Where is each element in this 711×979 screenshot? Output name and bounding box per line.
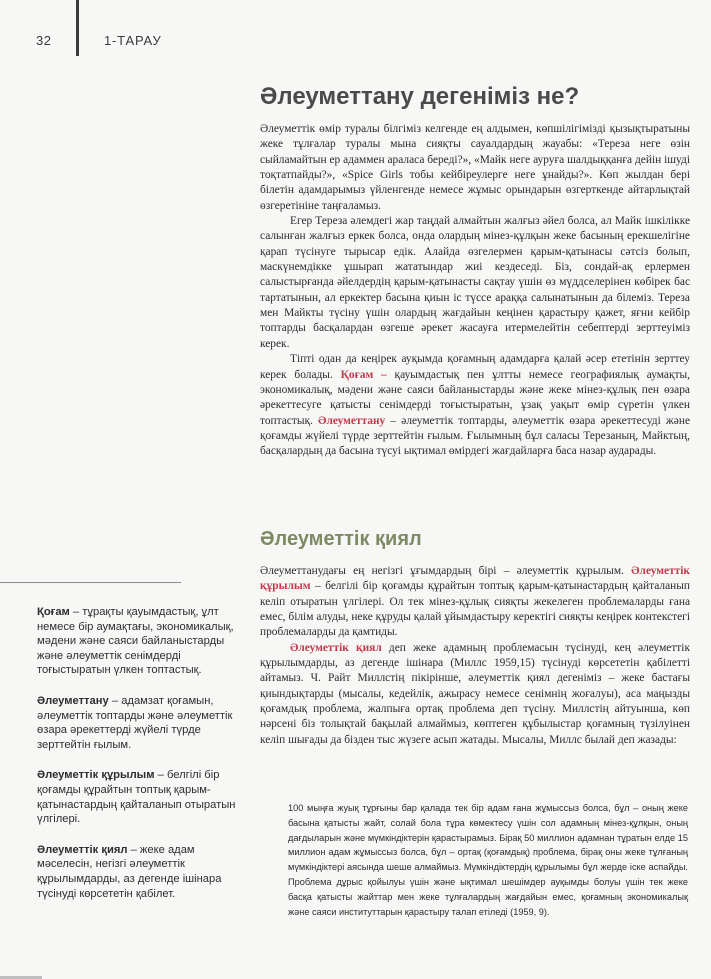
glossary-term: Әлеуметтік қиял [37,843,128,856]
paragraph: Әлеуметтік өмір туралы білгіміз келгенде ең алдымен, көпшілігімізді қызықтыратыны жеке тұлғалар туралы мына сияқты сауалдардың жауабы: «Тереза неге өзін сыйламайтын ер адаммен араласа береді?», «Майк неге ауруға шалдыққанға дейін ішуді тоқтатпайды?», «Spice Girls тобы кейбіреулерге неге ұнайды?». Көп жылдан бері білетін адамдарымыз үйленгенде немесе жұмыс орындарын өзгерткенде айтарлықтай өзгеретініне таңғаламыз. [260,123,690,212]
glossary-definition: – адамзат қоғамын, әлеуметтік топтарды және әлеуметтік өзара әрекеттерді жүйелі түрде зерттейтін ғылым. [37,694,233,751]
glossary-entry [37,843,243,901]
term-sociology: Әлеуметтану [318,414,386,427]
glossary-entry [37,768,243,826]
paragraph-text: деп жеке адамның проблемасын түсінуді, кең әлеуметтік құрылымдарды, аз дегенде ішінара (Миллс 1959,15) түсінуді көрсететін қабілетті айтамыз. Ч. Райт Миллстің пікірінше, әлеуметтік қиял дегеніміз – жеке бастағы қиындықтарды (мысалы, кедейлік, ажырасу немесе сенімнің жоғалуы), аса маңызды қоғамдық проблема, жалпыға ортақ проблема деп түсіну. Миллстің айтуынша, көп нәрсені біз толықтай бақылай алмаймыз, көптеген құбылыстар қоғамның түзілуінен келіп шығады да бізден тыс жүзеге асып жатады. Мысалы, Миллс былай деп жазады: [260,641,690,746]
paragraph-text: – әлеуметтік топтарды, әлеуметтік өзара әрекеттесуді және қоғамды жүйелі түрде зерттейтін ғылым. Ғылымның бұл саласы Терезаның, Майктың, басқалардың да басына түсуі ықтимал өмірдегі жағдайларға баса назар аударады. [260,414,690,458]
page-number: 32 [36,33,52,48]
section-body [260,122,690,460]
glossary-definition: – жеке адам мәселесін, негізгі әлеуметтік құрылымдарды, аз дегенде ішінара түсінуді көрсететін қабілет. [37,843,222,900]
subsection-title: Әлеуметтік қиял [260,528,422,550]
glossary-term: Әлеуметтану [37,694,109,707]
term-sociological-imagination: Әлеуметтік қиял [290,641,382,654]
header-divider [76,0,79,56]
chapter-label: 1-ТАРАУ [104,33,162,48]
paragraph [260,564,690,641]
paragraph [260,641,690,748]
glossary-entry [37,694,243,752]
glossary-sidebar [37,605,243,917]
paragraph-text: – белгілі бір қоғамды құрайтын топтық қарым-қатынастардың қайталанып келіп отыратын үлгілері. Ол тек мінез-құлық сияқты жекелеген проблемаларды ғана емес, білім алуды, неке құруды қалай ұйымдастыру керектігі сияқты кеңірек контекстегі проблемаларды да қамтиды. [260,580,690,639]
term-society: Қоғам – [340,368,387,381]
glossary-entry [37,605,243,678]
paragraph-text: Әлеуметтанудағы ең негізгі ұғымдардың бірі – әлеуметтік құрылым. [260,565,632,577]
term-social-structure: Әлеуметтік құрылым [260,565,690,593]
sidebar-divider [0,582,181,583]
glossary-definition: – тұрақты қауымдастық, ұлт немесе бір аумақтағы, экономикалық, мәдени және саяси байланыстарды және әлеуметтік сенімдерді тоғыстыратын үлкен топтастық. [37,606,234,677]
glossary-term: Әлеуметтік құрылым [37,769,155,782]
section-title: Әлеуметтану дегеніміз не? [260,83,580,110]
subsection-body [260,564,690,748]
glossary-term: Қоғам [37,606,70,618]
block-quote: 100 мыңға жуық тұрғыны бар қалада тек бір адам ғана жұмыссыз болса, бұл – оның жеке басына қатысты жайт, солай бола тұра көмектесу үшін сол адамның мінез-құлқын, оның дағдыларын және мүмкіндіктерін қарастырамыз. Бірақ 50 миллион адамнан тұратын елде 15 миллион адам жұмыссыз болса, бұл – ортақ (қоғамдық) проблема, бірақ оны жеке тұлғаның мүмкіндіктері аясында шеше алмаймыз. Мүмкіндіктердің құрылымы бұл жерде іске аспайды. Проблема дұрыс қойылуы үшін және ықтимал шешімдер ауқымды болуы үшін тек жеке басқа қатысты жайттар мен жеке тұлғалардың жағдайын емес, қоғамның экономикалық және саяси институттарын қарастыру талап етіледі (1959, 9). [288,803,688,917]
paragraph: Егер Тереза әлемдегі жар таңдай алмайтын жалғыз әйел болса, ал Майк ішкілікке салынған жалғыз еркек болса, онда олардың мінез-құлқын жеке басының ерекшелігіне қарап түсінуге тырысар едік. Алайда өзгелермен қарым-қатынасы сәтсіз болып, маскүнемдікке ұшырап жататындар жиі кездеседі. Біз, сондай-ақ ерлермен салыстырғанда әйелдердің қарым-қатынасты сақтау үшін өз мүддселерінен көбірек бас тартатынын, ал еркектер басына қиын іс түссе араққа салынатынын да білеміз. Тереза мен Майкты түсіну үшін олардың жағдайын кеңінен қарастыру қажет, яғни кейбір топтарды басқалардан өзгеше әрекет жасауға итермелейтін себептерді зерттеуіміз керек. [260,215,690,350]
paragraph [260,352,690,459]
glossary-definition: – белгілі бір қоғамды құрайтын топтық қарым-қатынастардың қайталанып отыратын үлгілері. [37,769,236,826]
paragraph-text: қауымдастық пен ұлтты немесе географиялық аумақты, экономикалық, мәдени және саяси байланыстарды және жеке мінез-құлық пен өзара әрекеттесуге қатысты сенімдерді тоғыстыратын, ұзақ уақыт өмір сүретін үлкен топтастық. [260,368,691,427]
paragraph-text: Тіпті одан да кеңірек ауқымда қоғамның адамдарға қалай әсер ететінін зерттеу керек болады. [260,353,690,381]
page-header [0,0,711,80]
